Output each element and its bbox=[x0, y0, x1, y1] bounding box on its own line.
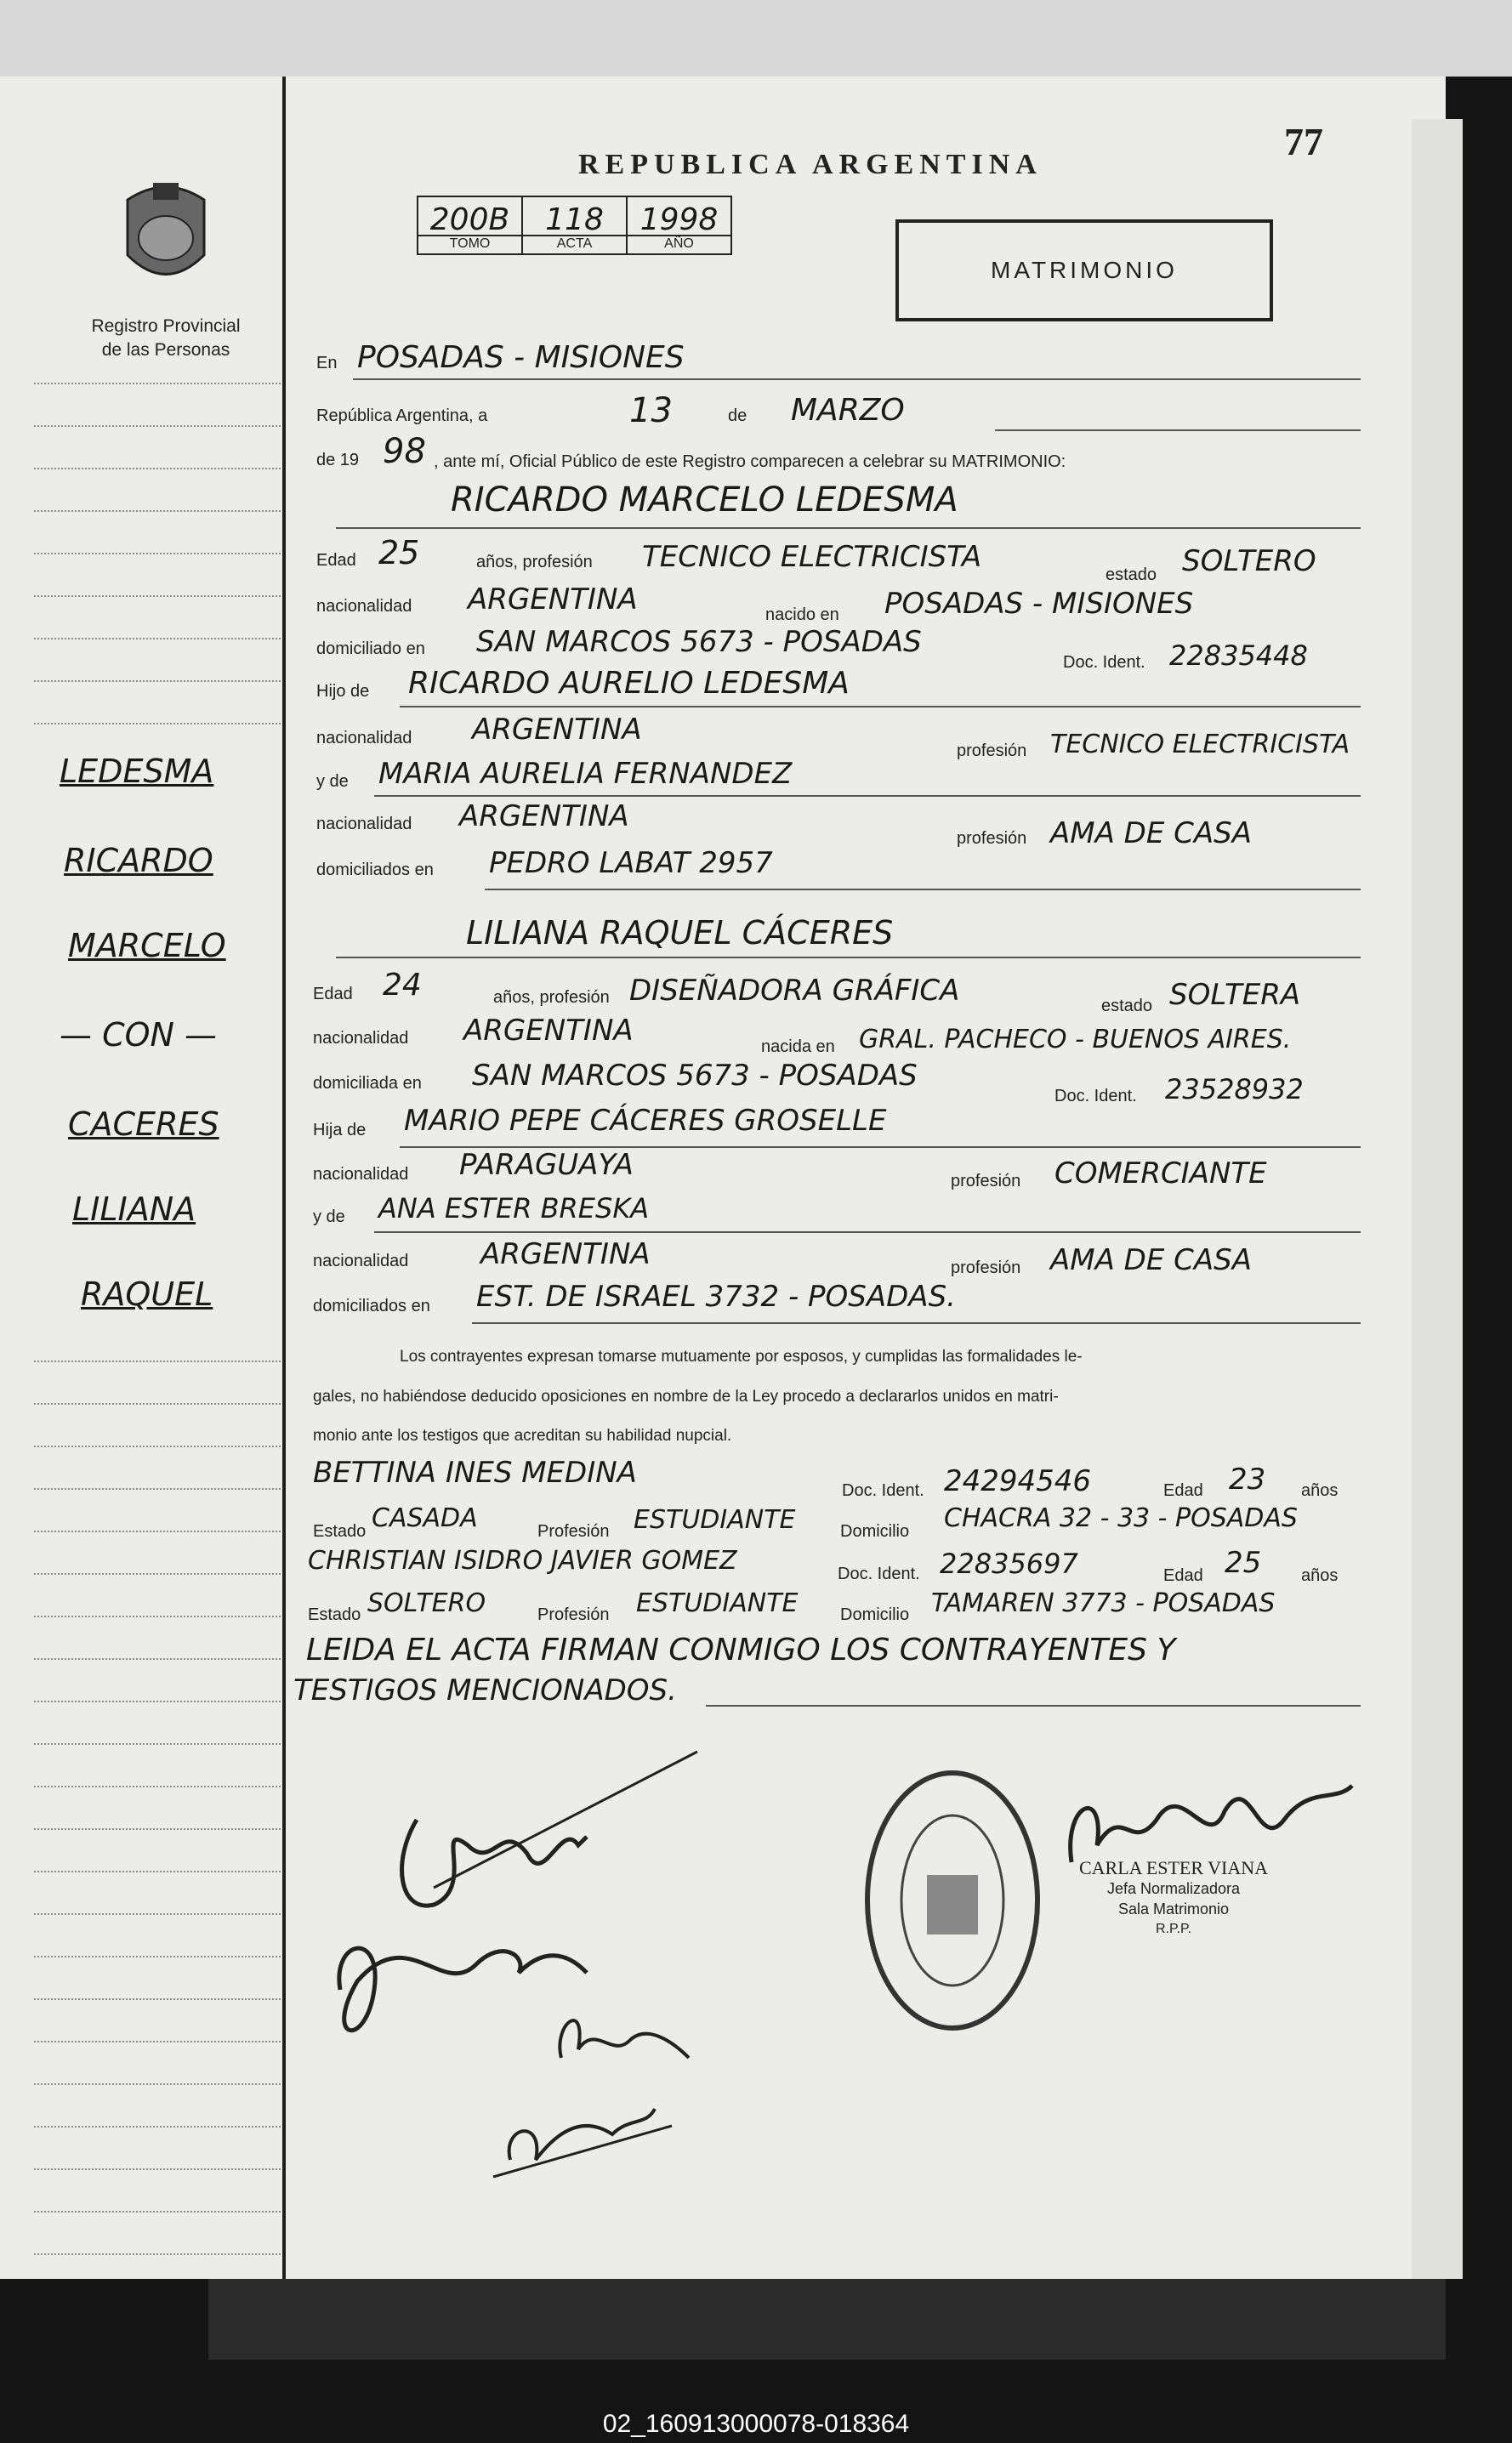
groom-mother-nac-label: nacionalidad bbox=[316, 815, 412, 833]
bride-age: 24 bbox=[383, 968, 422, 1003]
page-stack-edge bbox=[1412, 119, 1463, 2279]
book-shadow bbox=[208, 2279, 1446, 2360]
bride-mother-nationality: ARGENTINA bbox=[480, 1237, 651, 1271]
bride-birthplace: GRAL. PACHECO - BUENOS AIRES. bbox=[859, 1025, 1292, 1054]
en-label: En bbox=[316, 354, 338, 372]
bride-mother-nac-label: nacionalidad bbox=[313, 1252, 409, 1270]
groom-parent2-label: y de bbox=[316, 772, 349, 791]
witness-2-prof-label: Profesión bbox=[537, 1605, 610, 1624]
background-edge bbox=[0, 0, 1512, 77]
witness-1-name: BETTINA INES MEDINA bbox=[313, 1456, 637, 1490]
bride-estado: SOLTERA bbox=[1169, 978, 1301, 1012]
witness-1-edad-label: Edad bbox=[1163, 1481, 1203, 1500]
groom-birthplace: POSADAS - MISIONES bbox=[884, 587, 1194, 621]
official-signature bbox=[1054, 1752, 1378, 1879]
bride-address: SAN MARCOS 5673 - POSADAS bbox=[472, 1059, 918, 1093]
witness-2-anos-label: años bbox=[1301, 1566, 1339, 1585]
witness-2-age: 25 bbox=[1225, 1546, 1262, 1580]
witness-2-edad-label: Edad bbox=[1163, 1566, 1203, 1585]
witness-1-prof-label: Profesión bbox=[537, 1522, 610, 1541]
year-value: 1998 bbox=[639, 202, 719, 237]
year-prefix: de 19 bbox=[316, 451, 360, 469]
tomo-value: 200B bbox=[429, 202, 510, 237]
tomo-cell bbox=[417, 196, 523, 255]
official-name: CARLA ESTER VIANA bbox=[1078, 1857, 1269, 1878]
witness-1-estado: CASADA bbox=[372, 1503, 478, 1533]
witness-1-profession: ESTUDIANTE bbox=[634, 1505, 796, 1535]
year-cell bbox=[626, 196, 732, 255]
groom-parents-address: PEDRO LABAT 2957 bbox=[489, 846, 773, 880]
witness-1-doc-label: Doc. Ident. bbox=[842, 1481, 924, 1500]
groom-dom-label: domiciliado en bbox=[316, 639, 425, 658]
bride-mother-prof-label: profesión bbox=[951, 1258, 1021, 1277]
official-seal bbox=[859, 1764, 1046, 2037]
bride-parents-address: EST. DE ISRAEL 3732 - POSADAS. bbox=[476, 1280, 956, 1314]
groom-parents-dom-label: domiciliados en bbox=[316, 861, 434, 879]
groom-profession-label: años, profesión bbox=[476, 553, 593, 571]
declaration-line-1: Los contrayentes expresan tomarse mutuamente por esposos, y cumplidas las formalidades le- bbox=[400, 1348, 1083, 1366]
witness-1-doc: 24294546 bbox=[944, 1464, 1092, 1498]
groom-father-profession: TECNICO ELECTRICISTA bbox=[1050, 730, 1350, 759]
witness-1-estado-label: Estado bbox=[313, 1522, 367, 1541]
bride-father-nac-label: nacionalidad bbox=[313, 1165, 409, 1184]
bride-father: MARIO PEPE CÁCERES GROSELLE bbox=[404, 1104, 887, 1138]
groom-mother: MARIA AURELIA FERNANDEZ bbox=[378, 757, 793, 791]
bride-dom-label: domiciliada en bbox=[313, 1074, 422, 1093]
signatures bbox=[306, 1718, 833, 2245]
groom-mother-profession: AMA DE CASA bbox=[1050, 816, 1252, 850]
bride-nationality: ARGENTINA bbox=[463, 1014, 634, 1048]
groom-father: RICARDO AURELIO LEDESMA bbox=[408, 666, 850, 701]
bride-mother: ANA ESTER BRESKA bbox=[378, 1192, 650, 1224]
acta-value: 118 bbox=[545, 202, 604, 237]
bride-nationality-label: nacionalidad bbox=[313, 1029, 409, 1048]
witness-2-doc: 22835697 bbox=[940, 1548, 1078, 1580]
bride-name: LILIANA RAQUEL CÁCERES bbox=[466, 914, 894, 952]
witness-2-doc-label: Doc. Ident. bbox=[838, 1565, 920, 1583]
witness-2-estado-label: Estado bbox=[308, 1605, 361, 1624]
bride-father-prof-label: profesión bbox=[951, 1172, 1021, 1190]
witness-1-dom-label: Domicilio bbox=[840, 1522, 910, 1541]
groom-estado: SOLTERO bbox=[1182, 544, 1316, 578]
groom-born-label: nacido en bbox=[765, 605, 839, 624]
page-number: 77 bbox=[1284, 120, 1323, 163]
bride-parent1-label: Hija de bbox=[313, 1121, 367, 1139]
groom-doc-label: Doc. Ident. bbox=[1063, 653, 1145, 672]
bride-estado-label: estado bbox=[1101, 997, 1153, 1015]
witness-1-anos-label: años bbox=[1301, 1481, 1339, 1500]
margin-rule bbox=[282, 77, 286, 2287]
official-title-2: Sala Matrimonio bbox=[1117, 1900, 1230, 1917]
margin-name-1: LEDESMA bbox=[60, 753, 214, 790]
margin-name-2: RICARDO bbox=[64, 842, 213, 879]
witness-2-dom-label: Domicilio bbox=[840, 1605, 910, 1624]
bride-mother-profession: AMA DE CASA bbox=[1050, 1243, 1252, 1277]
groom-address: SAN MARCOS 5673 - POSADAS bbox=[476, 625, 922, 659]
groom-name: RICARDO MARCELO LEDESMA bbox=[451, 480, 958, 520]
bride-edad-label: Edad bbox=[313, 985, 353, 1003]
republic-label: República Argentina, a bbox=[316, 406, 488, 425]
registry-name-line2: de las Personas bbox=[101, 340, 230, 360]
tomo-label: TOMO bbox=[418, 235, 521, 252]
witness-2-profession: ESTUDIANTE bbox=[636, 1588, 799, 1618]
groom-father-prof-label: profesión bbox=[957, 741, 1027, 760]
closing-line-2: TESTIGOS MENCIONADOS. bbox=[293, 1673, 677, 1707]
groom-profession: TECNICO ELECTRICISTA bbox=[642, 540, 982, 574]
witness-1-age: 23 bbox=[1229, 1463, 1266, 1497]
declaration-line-2: gales, no habiéndose deducido oposiciones en nombre de la Ley procedo a declararlos unidos en matri- bbox=[313, 1388, 1059, 1406]
de-label: de bbox=[728, 406, 747, 425]
bride-born-label: nacida en bbox=[761, 1037, 835, 1056]
margin-name-7: RAQUEL bbox=[81, 1275, 213, 1313]
margin-name-4: — CON — bbox=[60, 1016, 218, 1054]
groom-father-nationality: ARGENTINA bbox=[472, 713, 642, 747]
groom-parent1-label: Hijo de bbox=[316, 682, 370, 701]
day: 13 bbox=[629, 391, 673, 430]
groom-nationality: ARGENTINA bbox=[468, 582, 638, 616]
bride-father-nationality: PARAGUAYA bbox=[459, 1148, 634, 1182]
margin-name-5: CACERES bbox=[68, 1105, 219, 1143]
matrimonio-box: MATRIMONIO bbox=[895, 219, 1273, 321]
bride-doc: 23528932 bbox=[1165, 1073, 1304, 1105]
country-heading: REPUBLICA ARGENTINA bbox=[578, 149, 1043, 180]
declaration-line-3: monio ante los testigos que acreditan su habilidad nupcial. bbox=[313, 1427, 732, 1445]
groom-edad-label: Edad bbox=[316, 551, 356, 570]
bride-parent2-label: y de bbox=[313, 1207, 345, 1226]
groom-mother-prof-label: profesión bbox=[957, 829, 1027, 848]
witness-2-name: CHRISTIAN ISIDRO JAVIER GOMEZ bbox=[308, 1546, 737, 1576]
acta-cell bbox=[521, 196, 628, 255]
witness-2-address: TAMAREN 3773 - POSADAS bbox=[931, 1588, 1276, 1618]
coat-of-arms-icon bbox=[111, 174, 221, 293]
bride-father-profession: COMERCIANTE bbox=[1054, 1156, 1267, 1190]
groom-estado-label: estado bbox=[1106, 565, 1157, 584]
footer-code: 02_160913000078-018364 bbox=[602, 2410, 910, 2438]
margin-name-3: MARCELO bbox=[68, 927, 226, 964]
year-label: AÑO bbox=[628, 235, 730, 252]
witness-1-address: CHACRA 32 - 33 - POSADAS bbox=[944, 1503, 1298, 1533]
registry-name-line1: Registro Provincial bbox=[91, 316, 241, 336]
groom-nationality-label: nacionalidad bbox=[316, 597, 412, 616]
month: MARZO bbox=[791, 393, 905, 428]
closing-line-1: LEIDA EL ACTA FIRMAN CONMIGO LOS CONTRAYENTES Y bbox=[306, 1633, 1176, 1667]
official-title-1: Jefa Normalizadora bbox=[1106, 1880, 1241, 1897]
official-title-3: R.P.P. bbox=[1155, 1922, 1192, 1936]
groom-doc: 22835448 bbox=[1169, 639, 1308, 672]
witness-2-estado: SOLTERO bbox=[367, 1588, 486, 1618]
margin-name-6: LILIANA bbox=[72, 1190, 196, 1228]
bride-doc-label: Doc. Ident. bbox=[1054, 1087, 1137, 1105]
groom-father-nac-label: nacionalidad bbox=[316, 729, 412, 747]
bride-parents-dom-label: domiciliados en bbox=[313, 1297, 430, 1315]
acta-label: ACTA bbox=[523, 235, 626, 252]
groom-age: 25 bbox=[378, 534, 420, 571]
bride-profession: DISEÑADORA GRÁFICA bbox=[629, 974, 960, 1008]
bride-profession-label: años, profesión bbox=[493, 988, 610, 1007]
intro-statement: , ante mí, Oficial Público de este Registro comparecen a celebrar su MATRIMONIO: bbox=[434, 452, 1066, 471]
place: POSADAS - MISIONES bbox=[357, 340, 685, 375]
groom-mother-nationality: ARGENTINA bbox=[459, 799, 629, 833]
year-suffix: 98 bbox=[383, 432, 426, 471]
